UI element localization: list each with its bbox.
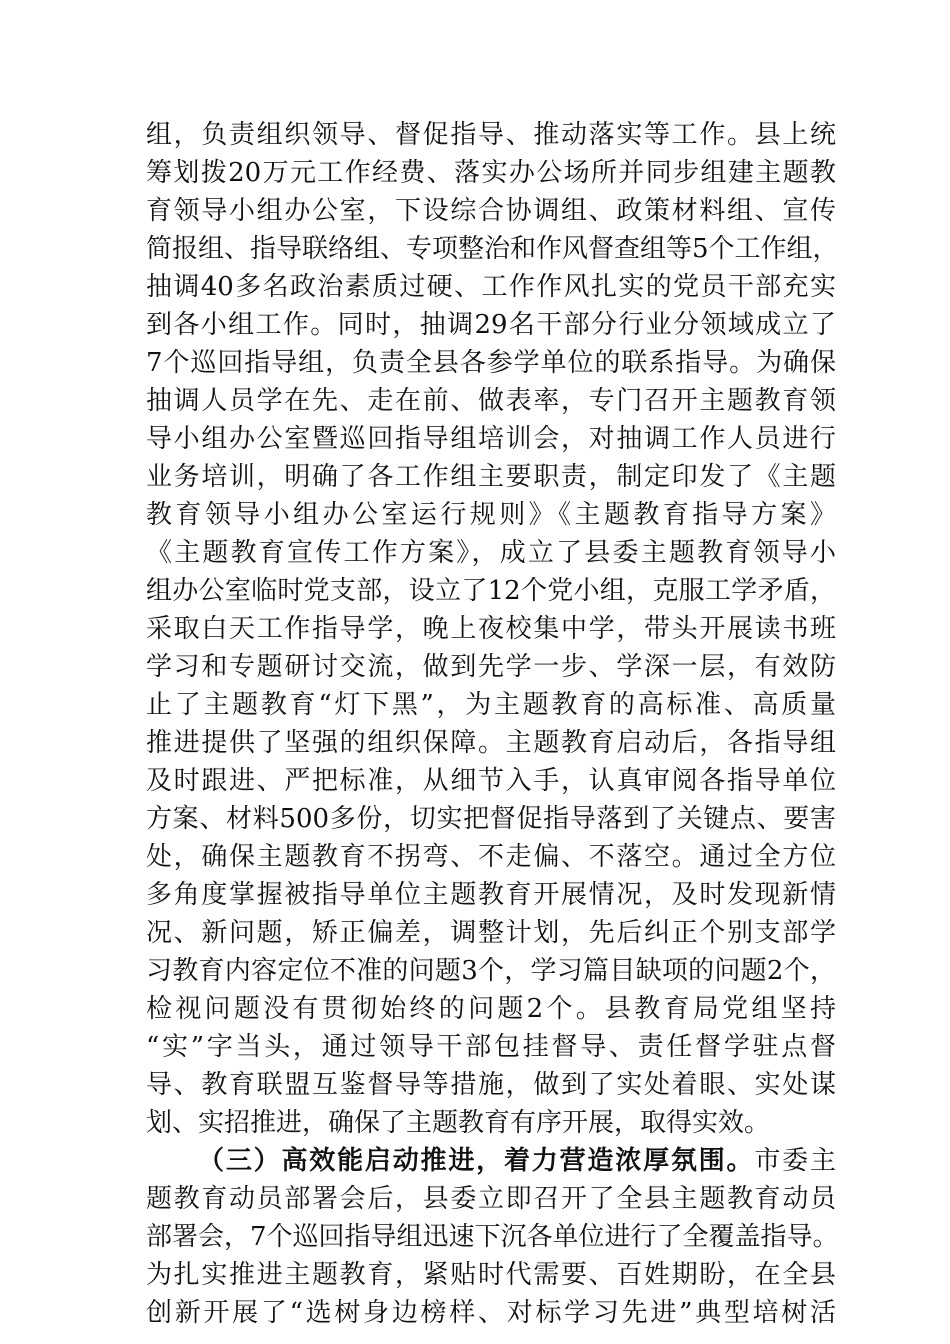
text-line: 及时跟进、严把标准，从细节入手，认真审阅各指导单位 xyxy=(146,766,836,796)
section-heading-line xyxy=(146,1142,836,1180)
text-line: 为扎实推进主题教育，紧贴时代需要、百姓期盼，在全县 xyxy=(146,1260,836,1290)
text-line: 检视问题没有贯彻始终的问题2个。县教育局党组坚持 xyxy=(146,994,836,1024)
text-line: 方案、材料500多份，切实把督促指导落到了关键点、要害 xyxy=(146,804,836,834)
text-line: “实”字当头，通过领导干部包挂督导、责任督学驻点督 xyxy=(146,1032,836,1062)
text-line: 导、教育联盟互鉴督导等措施，做到了实处着眼、实处谋 xyxy=(146,1070,836,1100)
body-text xyxy=(146,116,839,1332)
text-line: 筹划拨20万元工作经费、落实办公场所并同步组建主题教 xyxy=(146,158,836,188)
text-line: 简报组、指导联络组、专项整治和作风督查组等5个工作组， xyxy=(146,234,839,264)
text-line: 采取白天工作指导学，晚上夜校集中学，带头开展读书班 xyxy=(146,614,836,644)
text-line: 到各小组工作。同时，抽调29名干部分行业分领域成立了 xyxy=(146,310,836,340)
text-line: 业务培训，明确了各工作组主要职责，制定印发了《主题 xyxy=(146,462,836,492)
text-line: 学习和专题研讨交流，做到先学一步、学深一层，有效防 xyxy=(146,652,836,682)
text-line: 7个巡回指导组，负责全县各参学单位的联系指导。为确保 xyxy=(146,348,836,378)
text-line: 教育领导小组办公室运行规则》《主题教育指导方案》 xyxy=(146,500,836,530)
text-line: 况、新问题，矫正偏差，调整计划，先后纠正个别支部学 xyxy=(146,918,836,948)
text-line: 抽调40多名政治素质过硬、工作作风扎实的党员干部充实 xyxy=(146,272,836,302)
section-heading: （三）高效能启动推进，着力营造浓厚氛围。 xyxy=(198,1146,755,1176)
text-line: 组办公室临时党支部，设立了12个党小组，克服工学矛盾， xyxy=(146,576,836,606)
text-line: 部署会，7个巡回指导组迅速下沉各单位进行了全覆盖指导。 xyxy=(146,1222,839,1252)
section-heading-rest: 市委主 xyxy=(754,1146,836,1176)
text-line: 导小组办公室暨巡回指导组培训会，对抽调工作人员进行 xyxy=(146,424,836,454)
text-line: 划、实招推进，确保了主题教育有序开展，取得实效。 xyxy=(146,1108,771,1138)
text-line: 《主题教育宣传工作方案》，成立了县委主题教育领导小 xyxy=(146,538,836,568)
text-line: 处，确保主题教育不拐弯、不走偏、不落空。通过全方位 xyxy=(146,842,836,872)
text-line: 推进提供了坚强的组织保障。主题教育启动后，各指导组 xyxy=(146,728,836,758)
text-line: 育领导小组办公室，下设综合协调组、政策材料组、宣传 xyxy=(146,196,836,226)
text-line: 组，负责组织领导、督促指导、推动落实等工作。县上统 xyxy=(146,120,836,150)
text-line: 多角度掌握被指导单位主题教育开展情况，及时发现新情 xyxy=(146,880,836,910)
text-line: 抽调人员学在先、走在前、做表率，专门召开主题教育领 xyxy=(146,386,836,416)
text-line: 题教育动员部署会后，县委立即召开了全县主题教育动员 xyxy=(146,1184,836,1214)
text-line: 习教育内容定位不准的问题3个，学习篇目缺项的问题2个， xyxy=(146,956,836,986)
text-line: 止了主题教育“灯下黑”，为主题教育的高标准、高质量 xyxy=(146,690,836,720)
text-line: 创新开展了“选树身边榜样、对标学习先进”典型培树活 xyxy=(146,1298,836,1328)
